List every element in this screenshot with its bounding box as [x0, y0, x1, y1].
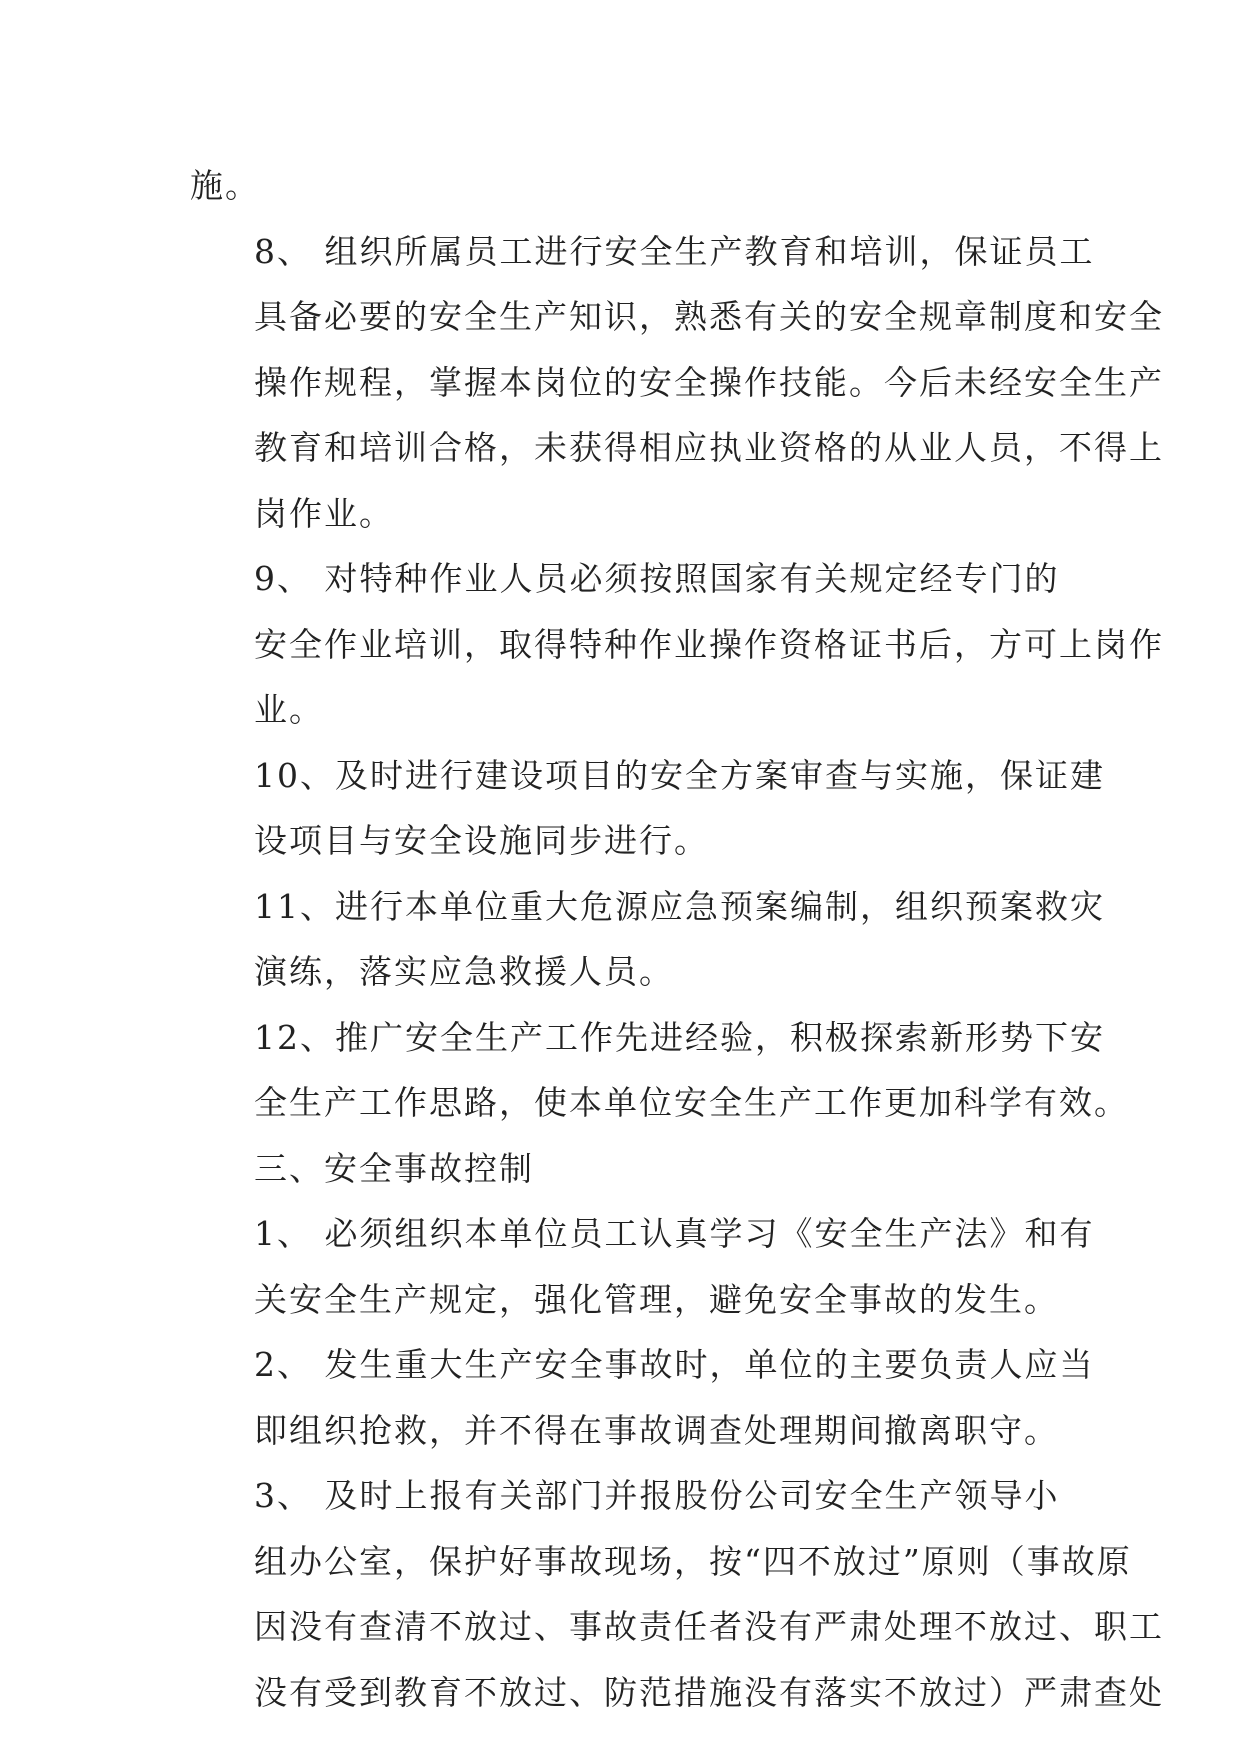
text-line: 演练，落实应急救援人员。	[254, 952, 674, 991]
text-line: 设项目与安全设施同步进行。	[254, 821, 709, 860]
text-line: 3、 及时上报有关部门并报股份公司安全生产领导小	[254, 1476, 1060, 1515]
paragraph-continuation	[190, 153, 1050, 219]
text-line: 因没有查清不放过、事故责任者没有严肃处理不放过、职工	[254, 1607, 1164, 1646]
paragraph-control-2	[190, 1332, 1095, 1463]
text-line: 10、及时进行建设项目的安全方案审查与实施，保证建	[254, 755, 1105, 795]
text-line: 1、 必须组织本单位员工认真学习《安全生产法》和有	[254, 1214, 1095, 1253]
text-line: 岗作业。	[254, 493, 394, 533]
text-line: 教育和培训合格，未获得相应执业资格的从业人员，不得上	[254, 428, 1164, 467]
section-heading-text: 三、安全事故控制	[254, 1148, 534, 1188]
paragraph-item-9	[190, 546, 1164, 743]
text-line: 操作规程，掌握本岗位的安全操作技能。今后未经安全生产	[254, 362, 1164, 402]
text-line: 11、进行本单位重大危源应急预案编制，组织预案救灾	[254, 886, 1105, 926]
text-line: 9、 对特种作业人员必须按照国家有关规定经专门的	[254, 559, 1060, 598]
text-line: 没有受到教育不放过、防范措施没有落实不放过）严肃查处	[254, 1672, 1164, 1712]
text-line: 施。	[190, 166, 260, 205]
paragraph-item-10	[190, 743, 1105, 874]
text-line: 安全作业培训，取得特种作业操作资格证书后，方可上岗作	[254, 624, 1164, 664]
text-line: 8、 组织所属员工进行安全生产教育和培训，保证员工	[254, 231, 1095, 271]
text-line: 12、推广安全生产工作先进经验，积极探索新形势下安	[254, 1017, 1105, 1057]
text-line: 组办公室，保护好事故现场，按“四不放过”原则（事故原	[254, 1541, 1132, 1581]
paragraph-control-1	[190, 1201, 1095, 1332]
paragraph-item-12	[190, 1005, 1129, 1136]
text-line: 即组织抢救，并不得在事故调查处理期间撤离职守。	[254, 1410, 1059, 1450]
text-line: 2、 发生重大生产安全事故时，单位的主要负责人应当	[254, 1345, 1095, 1384]
paragraph-item-11	[190, 874, 1105, 1005]
text-line: 关安全生产规定，强化管理，避免安全事故的发生。	[254, 1279, 1059, 1319]
document-body	[190, 153, 1164, 1725]
section-heading	[190, 1136, 1050, 1202]
text-line: 业。	[254, 690, 324, 729]
paragraph-item-8	[190, 219, 1164, 547]
text-line: 全生产工作思路，使本单位安全生产工作更加科学有效。	[254, 1083, 1129, 1122]
paragraph-control-3	[190, 1463, 1164, 1725]
text-line: 具备必要的安全生产知识，熟悉有关的安全规章制度和安全	[254, 297, 1164, 336]
